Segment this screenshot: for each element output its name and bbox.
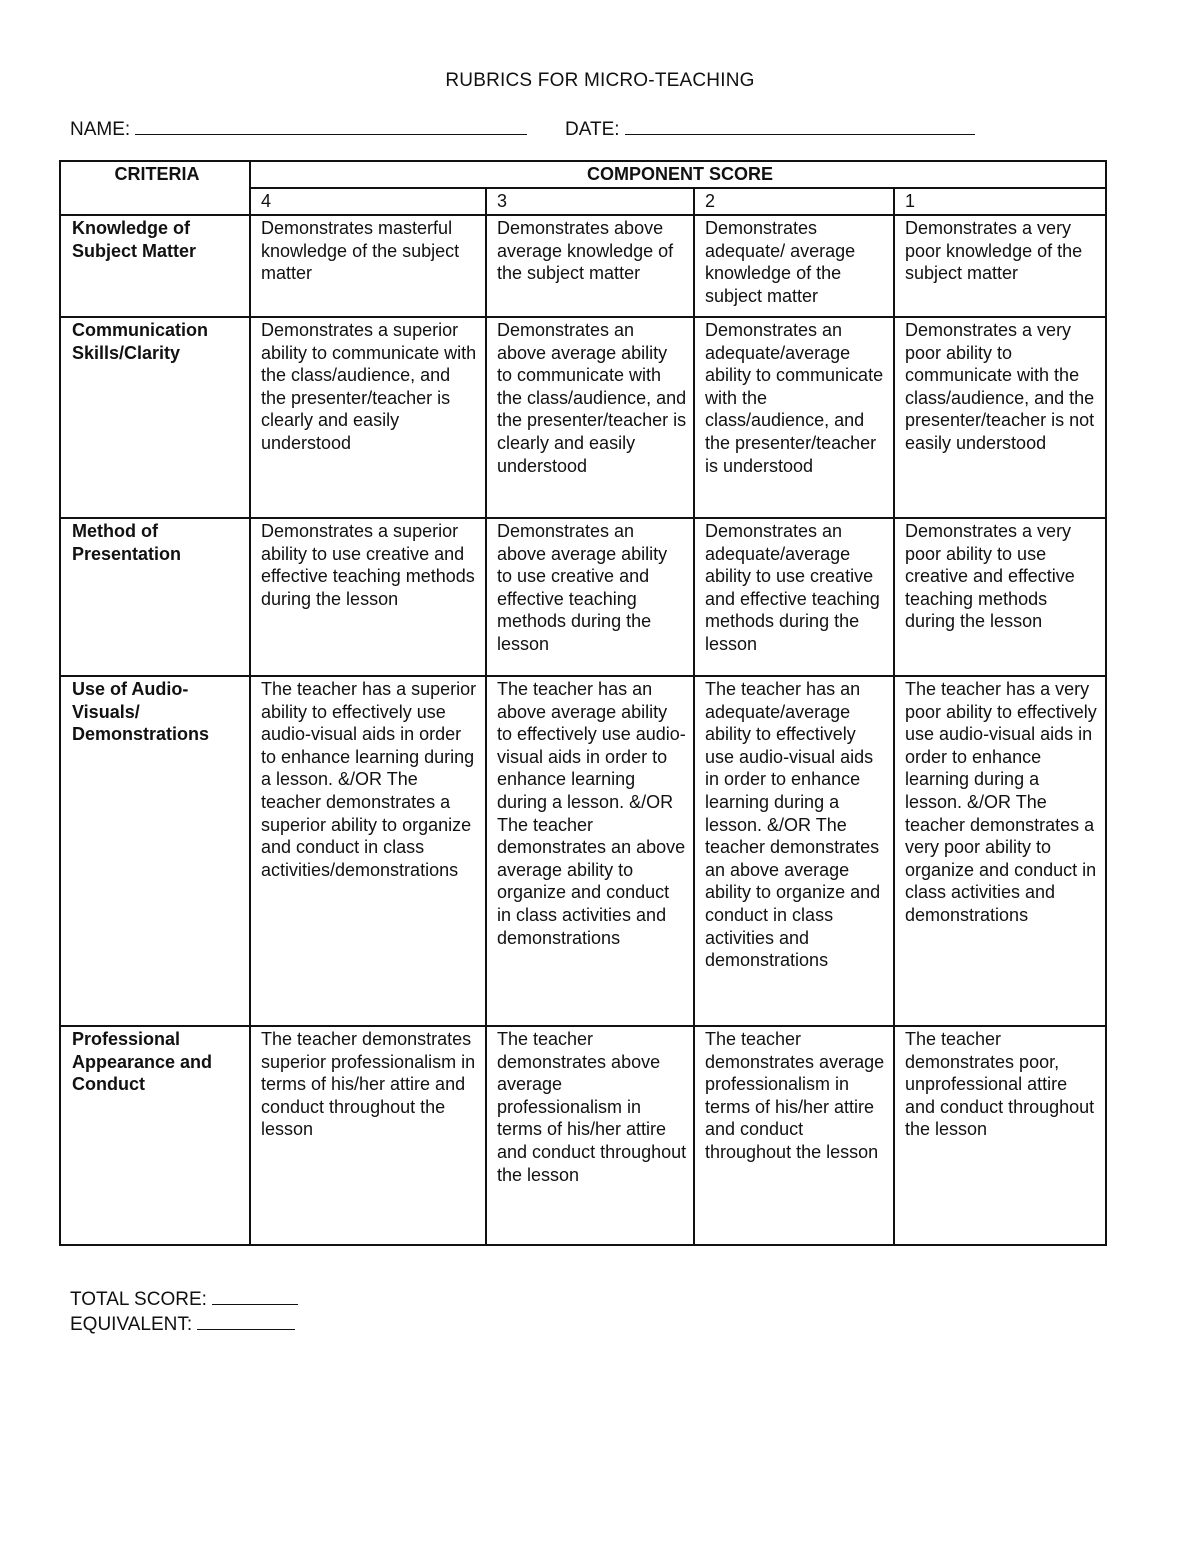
descriptor-cell: Demonstrates a very poor ability to use creative and effective teaching methods during the lesson	[894, 518, 1106, 676]
table-row	[60, 215, 1106, 317]
score-4: 4	[250, 188, 486, 215]
descriptor-cell: Demonstrates above average knowledge of the subject matter	[486, 215, 694, 317]
descriptor-cell: Demonstrates an above average ability to use creative and effective teaching methods during the lesson	[486, 518, 694, 676]
name-date-line	[70, 116, 620, 141]
descriptor-cell: Demonstrates a very poor ability to communicate with the class/audience, and the presenter/teacher is not easily understood	[894, 317, 1106, 518]
page-title: RUBRICS FOR MICRO-TEACHING	[445, 70, 755, 91]
table-row	[60, 317, 1106, 518]
rubric-table	[59, 160, 1107, 1246]
descriptor-cell: Demonstrates adequate/ average knowledge of the subject matter	[694, 215, 894, 317]
descriptor-cell: The teacher demonstrates average professionalism in terms of his/her attire and conduct throughout the lesson	[694, 1026, 894, 1245]
descriptor-cell: Demonstrates an adequate/average ability to use creative and effective teaching methods during the lesson	[694, 518, 894, 676]
descriptor-cell: The teacher has a very poor ability to effectively use audio-visual aids in order to enhance learning during a lesson. &/OR The teacher demonstrates a very poor ability to organize and conduct in class activities and demonstrations	[894, 676, 1106, 1026]
total-score-field[interactable]	[212, 1287, 298, 1305]
date-label: DATE:	[565, 119, 620, 140]
criteria-header: CRITERIA	[60, 161, 250, 215]
total-score-label: TOTAL SCORE:	[70, 1289, 207, 1310]
score-2: 2	[694, 188, 894, 215]
descriptor-cell: The teacher demonstrates superior professionalism in terms of his/her attire and conduct throughout the lesson	[250, 1026, 486, 1245]
descriptor-cell: Demonstrates an adequate/average ability to communicate with the class/audience, and the presenter/teacher is understood	[694, 317, 894, 518]
score-summary	[70, 1287, 298, 1336]
descriptor-cell: Demonstrates a superior ability to communicate with the class/audience, and the presenter/teacher is clearly and easily understood	[250, 317, 486, 518]
name-field[interactable]	[135, 116, 527, 135]
descriptor-cell: Demonstrates a superior ability to use creative and effective teaching methods during the lesson	[250, 518, 486, 676]
descriptor-cell: Demonstrates an above average ability to communicate with the class/audience, and the presenter/teacher is clearly and easily understood	[486, 317, 694, 518]
descriptor-cell: The teacher has an adequate/average ability to effectively use audio-visual aids in order to enhance learning during a lesson. &/OR The teacher demonstrates an above average ability to organize and conduct in class activities and demonstrations	[694, 676, 894, 1026]
equivalent-label: EQUIVALENT:	[70, 1313, 193, 1335]
descriptor-cell: The teacher demonstrates above average professionalism in terms of his/her attire and conduct throughout the lesson	[486, 1026, 694, 1245]
equivalent-line	[70, 1312, 298, 1337]
score-1: 1	[894, 188, 1106, 215]
component-score-header: COMPONENT SCORE	[250, 161, 1106, 188]
criterion-method: Method of Presentation	[60, 518, 250, 676]
criterion-communication: Communication Skills/Clarity	[60, 317, 250, 518]
name-label: NAME:	[70, 119, 131, 140]
date-field[interactable]	[625, 116, 975, 135]
descriptor-cell: Demonstrates a very poor knowledge of the subject matter	[894, 215, 1106, 317]
date-group	[565, 116, 975, 141]
descriptor-cell: The teacher demonstrates poor, unprofessional attire and conduct throughout the lesson	[894, 1026, 1106, 1245]
criterion-audio-visuals: Use of Audio-Visuals/ Demonstrations	[60, 676, 250, 1026]
table-row	[60, 1026, 1106, 1245]
table-row	[60, 676, 1106, 1026]
header-row	[60, 161, 1106, 188]
criterion-professional: Professional Appearance and Conduct	[60, 1026, 250, 1245]
descriptor-cell: Demonstrates masterful knowledge of the subject matter	[250, 215, 486, 317]
total-score-line	[70, 1287, 298, 1312]
table-row	[60, 518, 1106, 676]
descriptor-cell: The teacher has an above average ability to effectively use audio-visual aids in order to enhance learning during a lesson. &/OR The teacher demonstrates an above average ability to organize and conduct in class activities and demonstrations	[486, 676, 694, 1026]
score-3: 3	[486, 188, 694, 215]
criterion-knowledge: Knowledge of Subject Matter	[60, 215, 250, 317]
descriptor-cell: The teacher has a superior ability to effectively use audio-visual aids in order to enhance learning during a lesson. &/OR The teacher demonstrates a superior ability to organize and conduct in class activities/demonstrations	[250, 676, 486, 1026]
equivalent-field[interactable]	[197, 1312, 295, 1330]
